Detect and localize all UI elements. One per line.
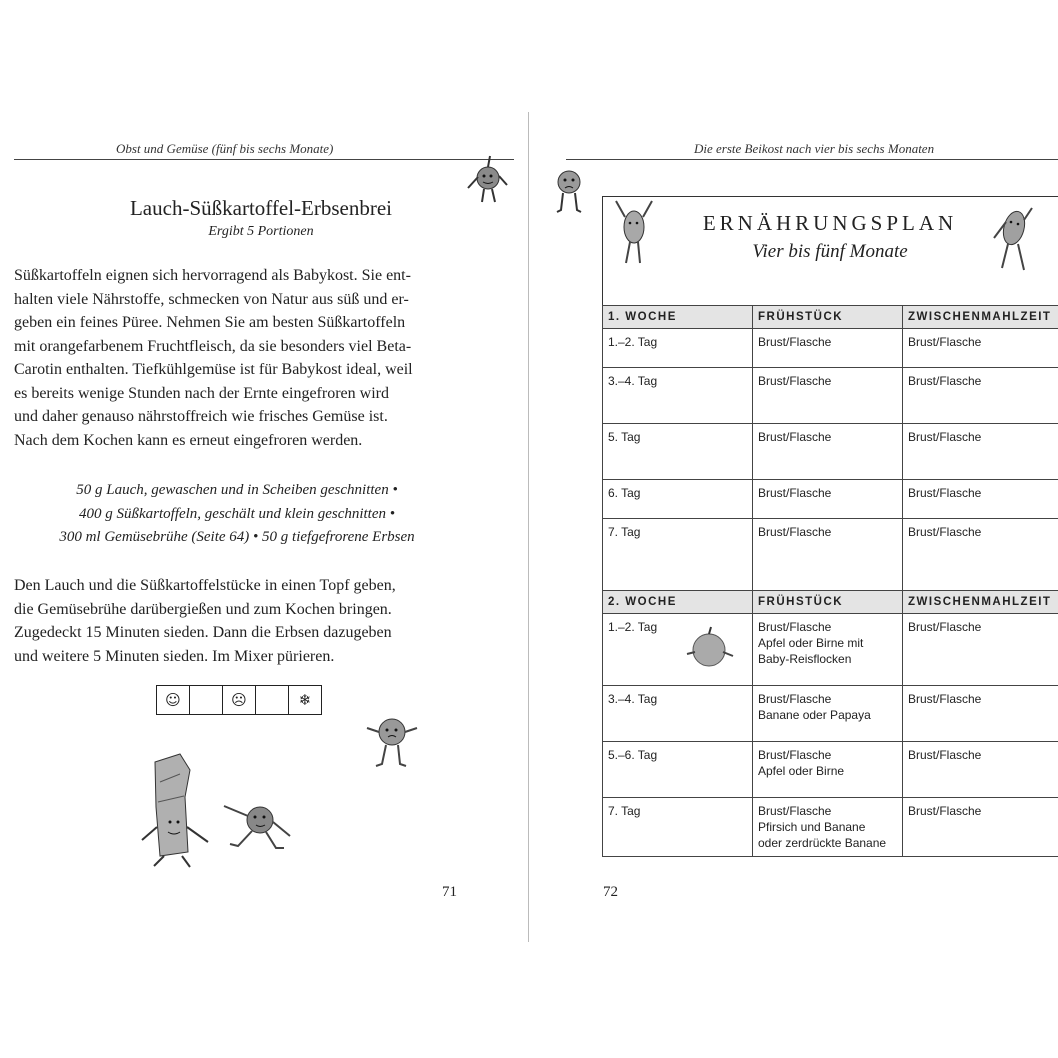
week-2-table <box>602 590 1058 857</box>
smiley-icon: ☺ <box>157 686 190 714</box>
breakfast-cell: Brust/Flasche <box>753 329 903 368</box>
cell-line: Banane oder Papaya <box>758 708 871 722</box>
table-row <box>603 614 1058 686</box>
snowflake-icon: ❄ <box>298 691 312 709</box>
day-cell: 6. Tag <box>603 480 753 519</box>
breakfast-cell <box>753 798 903 857</box>
method-line: und weitere 5 Minuten sieden. Im Mixer pürieren. <box>14 647 335 665</box>
cell-line: Pfirsich und Banane <box>758 820 866 834</box>
bean-character-illustration <box>988 200 1038 275</box>
ingredients-list <box>14 479 460 550</box>
cell-line: Apfel oder Birne mit <box>758 636 864 650</box>
day-cell: 5. Tag <box>603 424 753 480</box>
recipe-intro <box>14 264 460 452</box>
week-header-row <box>603 306 1058 329</box>
cell-line: Brust/Flasche <box>758 692 832 706</box>
table-row <box>603 368 1058 424</box>
week-label: 1. WOCHE <box>603 306 753 329</box>
cell-line: Brust/Flasche <box>758 620 832 634</box>
week-header-row <box>603 591 1058 614</box>
intro-line: es bereits wenige Stunden nach der Ernte eingefroren wird <box>14 384 389 402</box>
plan-title: ERNÄHRUNGSPLAN <box>702 211 958 235</box>
recipe-method <box>14 574 460 668</box>
breakfast-cell <box>753 742 903 798</box>
week-label: 2. WOCHE <box>603 591 753 614</box>
intro-line: Nach dem Kochen kann es erneut eingefroren werden. <box>14 431 363 449</box>
intro-line: und daher genauso nährstoffreich wie frisches Gemüse ist. <box>14 408 388 425</box>
breakfast-cell: Brust/Flasche <box>753 480 903 519</box>
table-row <box>603 798 1058 857</box>
snack-cell: Brust/Flasche <box>903 329 1058 368</box>
ingredient-line: 50 g Lauch, gewaschen und in Scheiben geschnitten • <box>76 482 398 498</box>
column-snack: ZWISCHENMAHLZEIT <box>903 591 1058 614</box>
intro-line: Carotin enthalten. Tiefkühlgemüse ist für Babykost ideal, weil <box>14 361 413 378</box>
empty-box <box>256 686 289 714</box>
day-cell: 7. Tag <box>603 519 753 591</box>
table-row <box>603 519 1058 591</box>
left-page-number: 71 <box>442 884 457 900</box>
cell-line: Apfel oder Birne <box>758 764 845 778</box>
right-page-number: 72 <box>603 884 618 900</box>
snack-cell: Brust/Flasche <box>903 614 1058 686</box>
snack-cell: Brust/Flasche <box>903 798 1058 857</box>
table-row <box>603 424 1058 480</box>
method-line: Den Lauch und die Süßkartoffelstücke in einen Topf geben, <box>14 577 396 594</box>
frown-icon: ☹ <box>223 686 256 714</box>
intro-line: mit orangefarbenem Fruchtfleisch, da sie besonders viel Beta- <box>14 337 412 355</box>
cell-line: Brust/Flasche <box>758 748 832 762</box>
cell-line: Brust/Flasche <box>758 804 832 818</box>
day-cell <box>603 614 753 686</box>
method-line: die Gemüsebrühe darübergießen und zum Kochen bringen. <box>14 600 392 618</box>
breakfast-cell <box>753 686 903 742</box>
snack-cell: Brust/Flasche <box>903 424 1058 480</box>
left-header-rule <box>14 159 514 160</box>
table-row <box>603 329 1058 368</box>
recipe-icon-boxes <box>156 685 322 715</box>
empty-box <box>190 686 223 714</box>
table-row <box>603 480 1058 519</box>
pea-character-running-illustration <box>218 796 296 856</box>
day-cell: 7. Tag <box>603 798 753 857</box>
bean-character-illustration <box>612 197 656 269</box>
day-cell: 3.–4. Tag <box>603 368 753 424</box>
method-line: Zugedeckt 15 Minuten sieden. Dann die Erbsen dazugeben <box>14 624 392 641</box>
table-row <box>603 742 1058 798</box>
cell-line: oder zerdrückte Banane <box>758 836 887 850</box>
day-cell: 3.–4. Tag <box>603 686 753 742</box>
ingredient-line: 300 ml Gemüsebrühe (Seite 64) • 50 g tiefgefrorene Erbsen <box>59 529 415 545</box>
snack-cell: Brust/Flasche <box>903 742 1058 798</box>
column-breakfast: FRÜHSTÜCK <box>753 306 903 329</box>
snack-cell: Brust/Flasche <box>903 368 1058 424</box>
apple-illustration <box>681 624 737 670</box>
day-cell: 5.–6. Tag <box>603 742 753 798</box>
breakfast-cell <box>753 614 903 686</box>
day-label: 1.–2. Tag <box>608 620 658 634</box>
breakfast-cell: Brust/Flasche <box>753 519 903 591</box>
snack-cell: Brust/Flasche <box>903 480 1058 519</box>
right-header-rule <box>566 159 1058 160</box>
column-snack: ZWISCHENMAHLZEIT <box>903 306 1058 329</box>
left-running-head: Obst und Gemüse (fünf bis sechs Monate) <box>116 141 334 156</box>
week-1-table <box>602 305 1058 591</box>
intro-line: Süßkartoffeln eignen sich hervorragend als Babykost. Sie ent- <box>14 267 411 284</box>
right-running-head: Die erste Beikost nach vier bis sechs Monaten <box>694 141 935 156</box>
intro-line: halten viele Nährstoffe, schmecken von Natur aus süß und er- <box>14 290 409 308</box>
recipe-title: Lauch-Süßkartoffel-Erbsenbrei <box>129 196 392 220</box>
leek-character-illustration <box>130 752 220 870</box>
ball-character-illustration <box>549 160 589 216</box>
breakfast-cell: Brust/Flasche <box>753 424 903 480</box>
snack-cell: Brust/Flasche <box>903 686 1058 742</box>
cell-line: Baby-Reisflocken <box>758 652 852 666</box>
breakfast-cell: Brust/Flasche <box>753 368 903 424</box>
ingredient-line: 400 g Süßkartoffeln, geschält und klein geschnitten • <box>78 505 396 522</box>
intro-line: geben ein feines Püree. Nehmen Sie am besten Süßkartoffeln <box>14 314 406 331</box>
book-gutter <box>528 112 529 942</box>
table-row <box>603 686 1058 742</box>
plan-subtitle: Vier bis fünf Monate <box>752 241 908 262</box>
day-cell: 1.–2. Tag <box>603 329 753 368</box>
recipe-subtitle: Ergibt 5 Portionen <box>208 224 314 239</box>
pea-character-illustration <box>362 708 422 773</box>
snack-cell: Brust/Flasche <box>903 519 1058 591</box>
column-breakfast: FRÜHSTÜCK <box>753 591 903 614</box>
